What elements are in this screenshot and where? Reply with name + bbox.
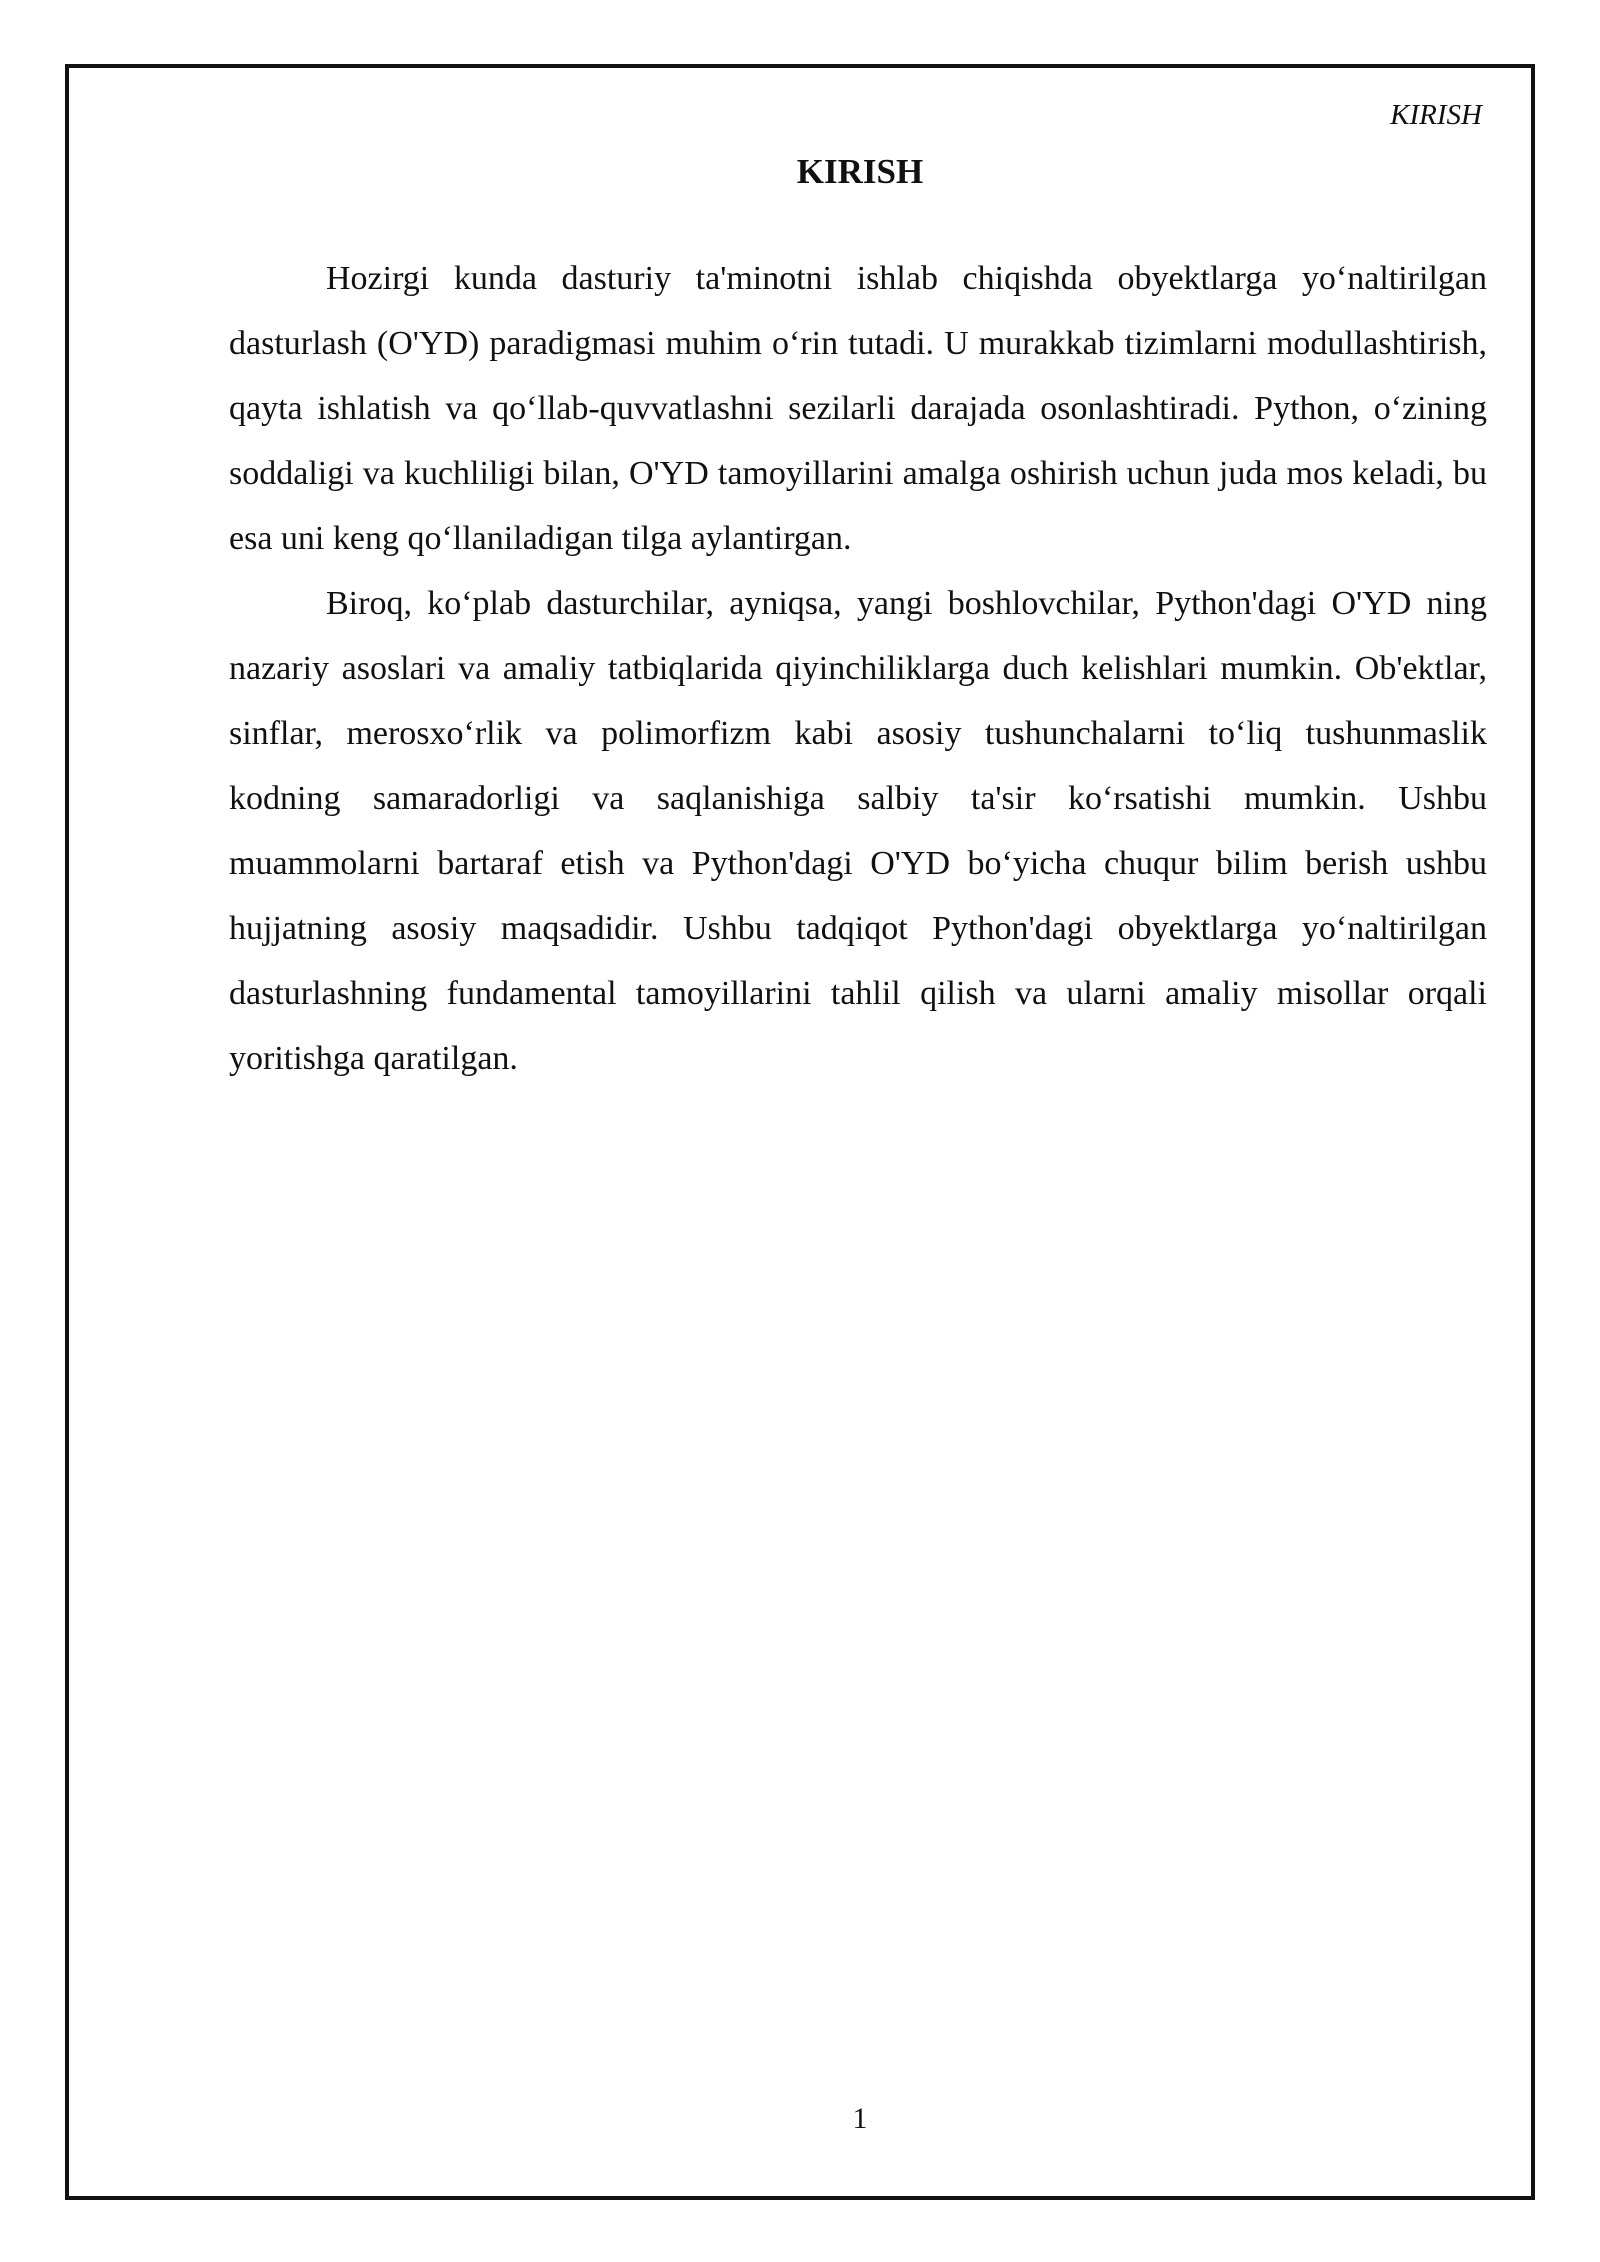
body-paragraph: Hozirgi kunda dasturiy ta'minotni ishlab chiqishda obyektlarga yo‘naltirilgan dasturlash (O'YD) paradigmasi muhim o‘rin tutadi. U murakkab tizimlarni modullashtirish, qayta ishlatish va qo‘llab-quvvatlashni sezilarli darajada osonlashtiradi. Python, o‘zining soddaligi va kuchliligi bilan, O'YD tamoyillarini amalga oshirish uchun juda mos keladi, bu esa uni keng qo‘llaniladigan tilga aylantirgan. [229, 260, 1487, 557]
running-header: KIRISH [1390, 99, 1482, 131]
body-paragraph: Biroq, ko‘plab dasturchilar, ayniqsa, yangi boshlovchilar, Python'dagi O'YD ning nazariy asoslari va amaliy tatbiqlarida qiyinchiliklarga duch kelishlari mumkin. Ob'ektlar, sinflar, merosxo‘rlik va polimorfizm kabi asosiy tushunchalarni to‘liq tushunmaslik kodning samaradorligi va saqlanishiga salbiy ta'sir ko‘rsatishi mumkin. Ushbu muammolarni bartaraf etish va Python'dagi O'YD bo‘yicha chuqur bilim berish ushbu hujjatning asosiy maqsadidir. Ushbu tadqiqot Python'dagi obyektlarga yo‘naltirilgan dasturlashning fundamental tamoyillarini tahlil qilish va ularni amaliy misollar orqali yoritishga qaratilgan. [229, 585, 1487, 1077]
document-body [229, 246, 1487, 1091]
page-number: 1 [852, 2102, 868, 2135]
document-title: KIRISH [796, 152, 924, 191]
